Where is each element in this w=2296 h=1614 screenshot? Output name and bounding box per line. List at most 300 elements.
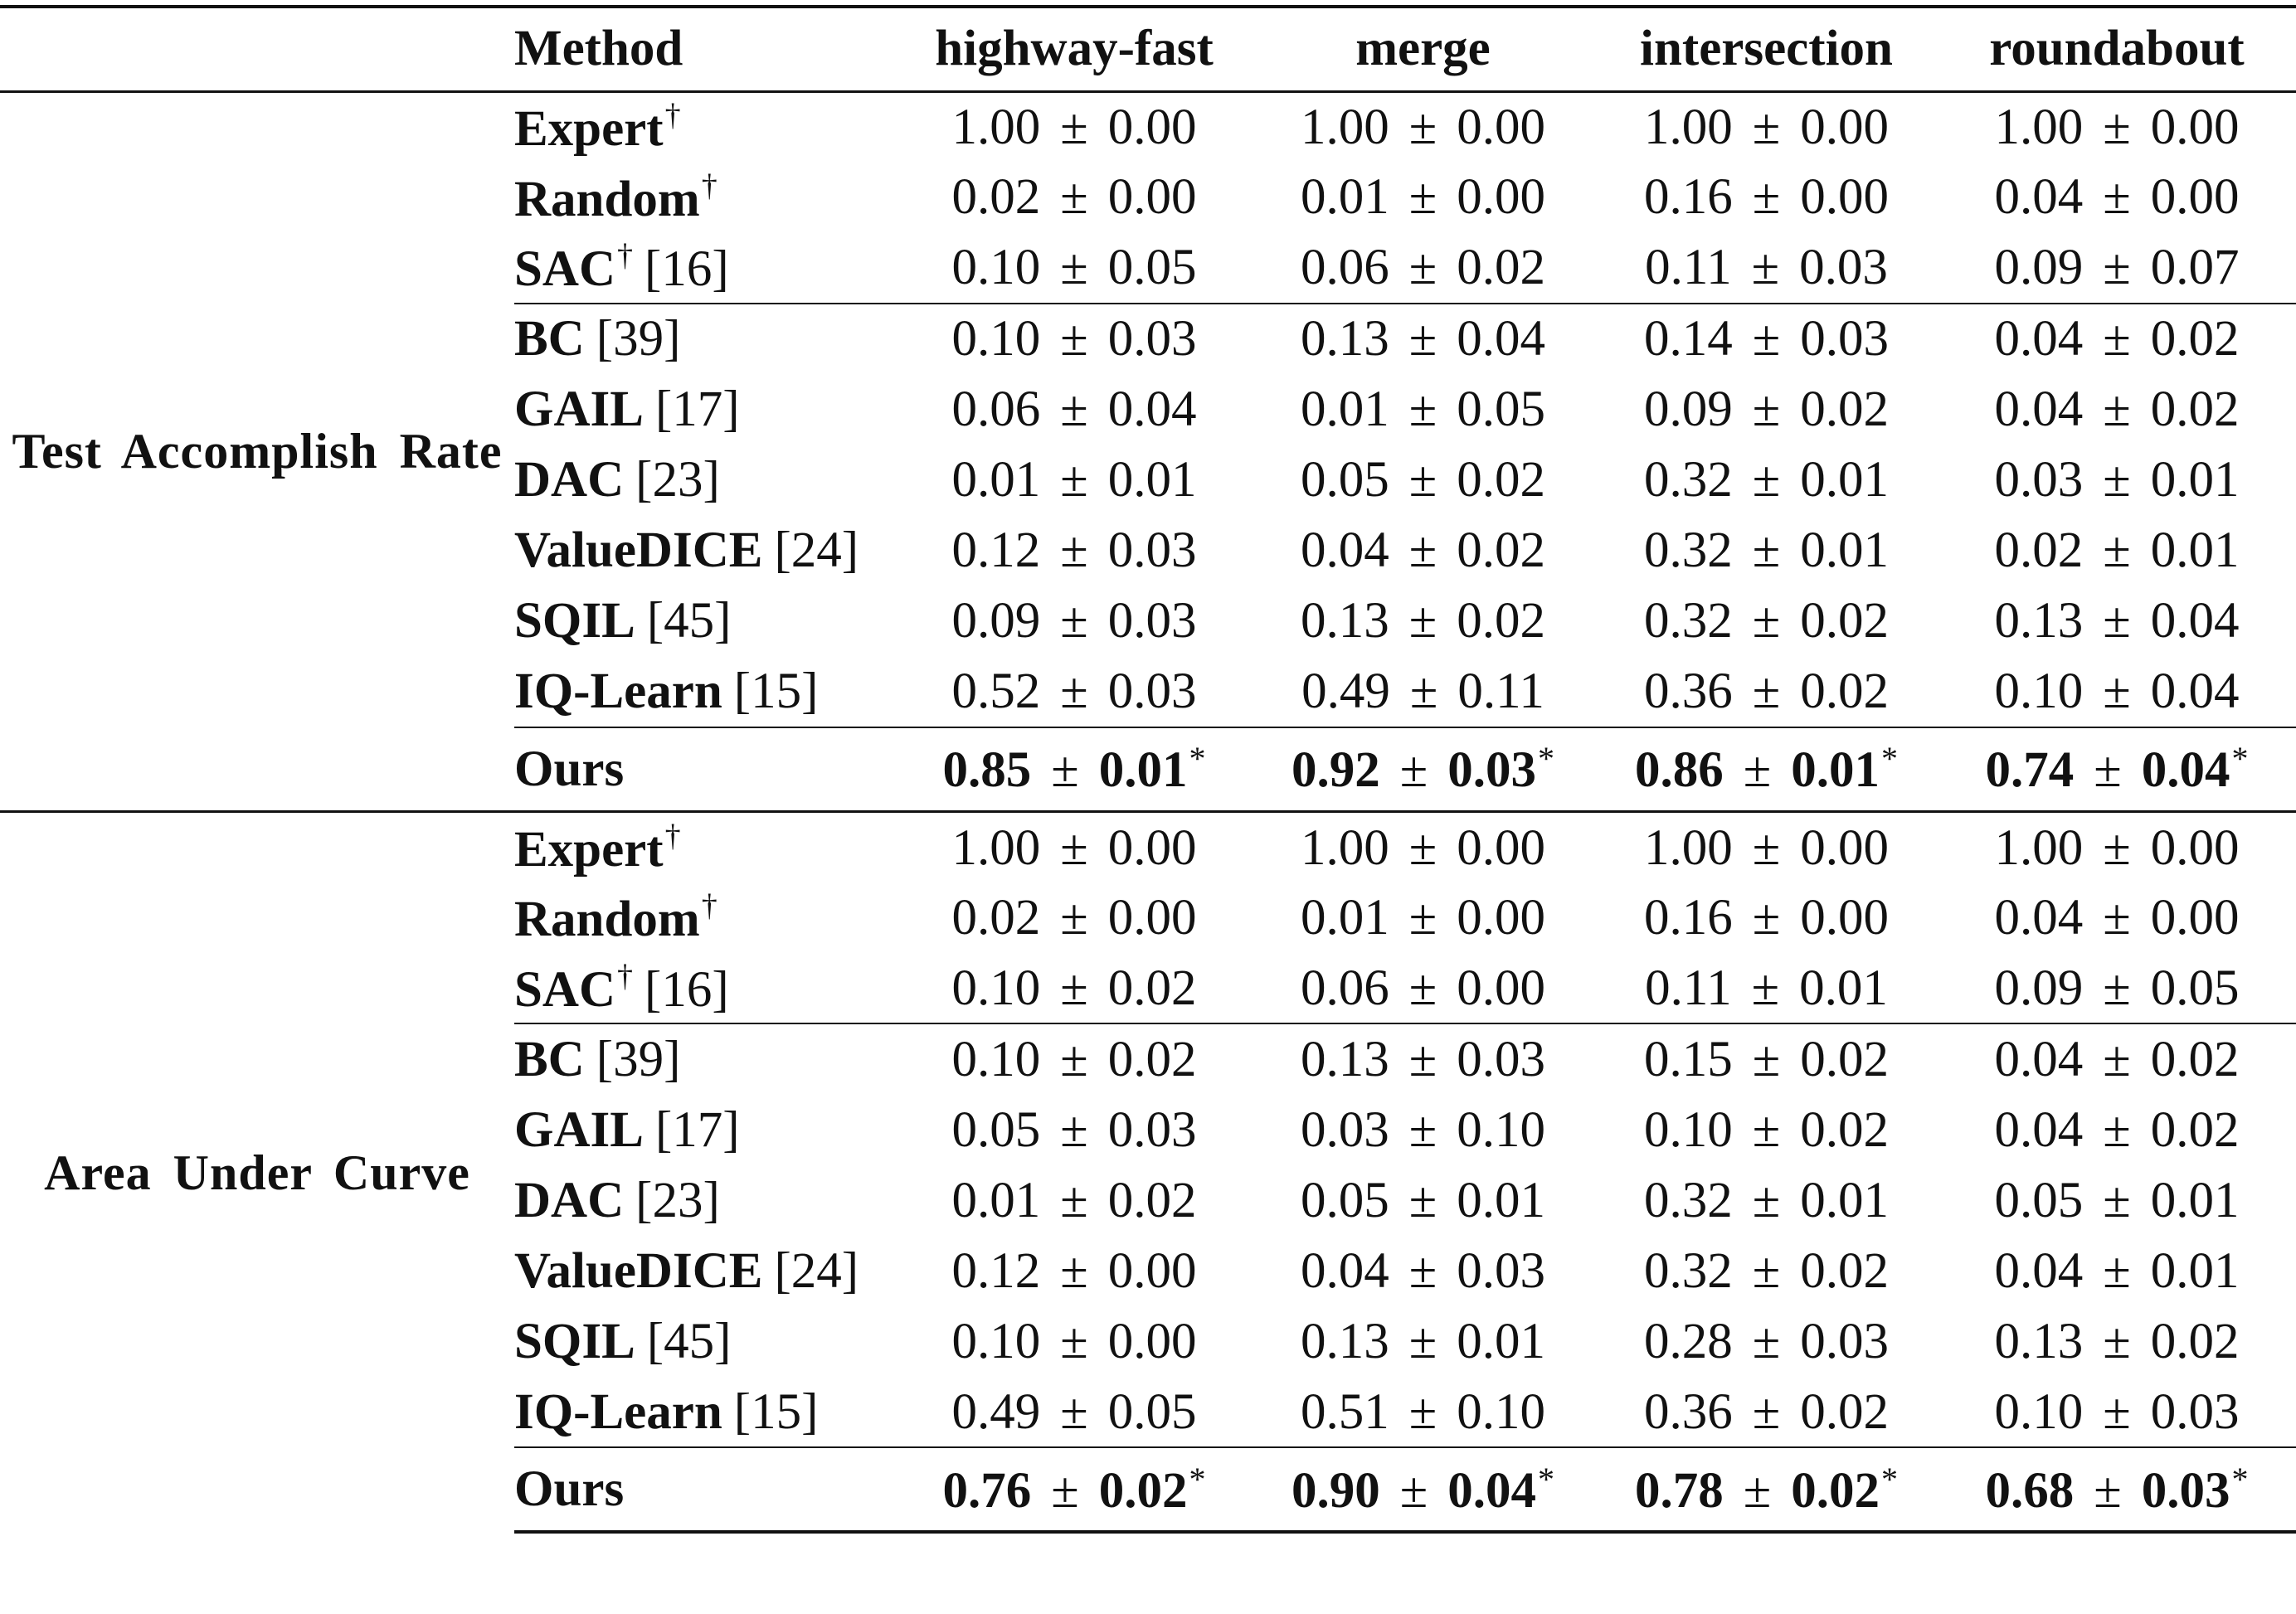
std-value: 0.01 xyxy=(1800,452,1889,508)
std-value: 0.02 xyxy=(1107,1031,1197,1087)
mean-value: 0.09 xyxy=(1994,239,2084,295)
plus-minus: ± xyxy=(1752,593,1781,649)
mean-value: 1.00 xyxy=(1994,819,2084,876)
value-cell-roundabout xyxy=(1938,812,2296,882)
plus-minus: ± xyxy=(1408,1031,1437,1087)
plus-minus: ± xyxy=(1060,960,1088,1016)
plus-minus: ± xyxy=(1060,819,1088,876)
table-row xyxy=(0,91,2296,162)
citation: [39] xyxy=(596,311,681,367)
plus-minus: ± xyxy=(1752,311,1781,367)
mean-value: 1.00 xyxy=(1301,99,1389,155)
value-cell-highway-fast xyxy=(897,374,1251,445)
std-value: 0.00 xyxy=(1800,169,1889,226)
value-cell-roundabout xyxy=(1938,1165,2296,1236)
std-value: 0.03 xyxy=(1800,311,1889,367)
mean-value: 0.10 xyxy=(1644,1101,1733,1158)
plus-minus: ± xyxy=(1743,1462,1772,1519)
mean-value: 0.36 xyxy=(1644,664,1733,720)
mean-value: 0.04 xyxy=(1994,1242,2084,1299)
method-cell xyxy=(514,812,897,882)
value-cell-intersection xyxy=(1595,1306,1938,1377)
std-value: 0.03 xyxy=(2150,1383,2240,1440)
value-cell-roundabout xyxy=(1938,953,2296,1023)
std-value: 0.03 xyxy=(1107,311,1197,367)
mean-value: 0.05 xyxy=(951,1101,1041,1158)
value-cell-roundabout xyxy=(1938,1306,2296,1377)
value-cell-intersection xyxy=(1595,727,1938,812)
plus-minus: ± xyxy=(1408,889,1437,946)
header-empty xyxy=(0,7,514,91)
significance-star: * xyxy=(1189,740,1206,778)
method-name: BC xyxy=(514,311,585,367)
mean-value: 0.16 xyxy=(1644,889,1733,946)
plus-minus: ± xyxy=(1060,239,1088,295)
value-cell-highway-fast xyxy=(897,304,1251,374)
value-cell-highway-fast xyxy=(897,232,1251,303)
citation: [39] xyxy=(596,1031,681,1087)
plus-minus: ± xyxy=(1060,1314,1088,1370)
citation: [16] xyxy=(645,962,729,1018)
citation: [15] xyxy=(733,1383,819,1440)
mean-value: 0.11 xyxy=(1645,239,1732,295)
std-value: 0.00 xyxy=(1800,889,1889,946)
plus-minus: ± xyxy=(2094,1462,2122,1519)
dagger-mark: † xyxy=(701,888,718,924)
mean-value: 0.01 xyxy=(1301,169,1389,226)
std-value: 0.05 xyxy=(1457,381,1545,437)
mean-value: 1.00 xyxy=(1644,819,1733,876)
method-name: SAC xyxy=(514,241,616,298)
plus-minus: ± xyxy=(1408,1383,1437,1440)
mean-value: 0.06 xyxy=(1301,239,1389,295)
method-name: DAC xyxy=(514,452,625,508)
method-cell xyxy=(514,1236,897,1306)
mean-value: 0.16 xyxy=(1644,169,1733,226)
plus-minus: ± xyxy=(1408,819,1437,876)
std-value: 0.00 xyxy=(1107,889,1197,946)
value-cell-merge xyxy=(1251,91,1595,162)
plus-minus: ± xyxy=(1408,381,1437,437)
value-cell-merge xyxy=(1251,1377,1595,1447)
mean-value: 0.76 xyxy=(942,1462,1032,1519)
mean-value: 0.04 xyxy=(1301,523,1389,579)
value-cell-intersection xyxy=(1595,953,1938,1023)
citation: [45] xyxy=(646,1314,732,1370)
plus-minus: ± xyxy=(2103,523,2131,579)
plus-minus: ± xyxy=(1408,523,1437,579)
std-value: 0.04 xyxy=(2150,664,2240,720)
mean-value: 0.09 xyxy=(1994,960,2084,1016)
citation: [45] xyxy=(646,593,732,649)
value-cell-merge xyxy=(1251,1236,1595,1306)
significance-star: * xyxy=(1880,740,1898,778)
value-cell-highway-fast xyxy=(897,953,1251,1023)
mean-value: 0.02 xyxy=(951,169,1041,226)
value-cell-highway-fast xyxy=(897,586,1251,656)
method-cell xyxy=(514,1306,897,1377)
header-highway-fast: highway-fast xyxy=(897,7,1251,91)
value-cell-roundabout xyxy=(1938,515,2296,586)
std-value: 0.02 xyxy=(2150,1314,2240,1370)
value-cell-roundabout xyxy=(1938,445,2296,515)
mean-value: 0.10 xyxy=(951,311,1041,367)
mean-value: 0.51 xyxy=(1301,1383,1389,1440)
citation: [23] xyxy=(635,1172,720,1228)
citation: [16] xyxy=(645,241,729,298)
value-cell-highway-fast xyxy=(897,162,1251,232)
value-cell-intersection xyxy=(1595,162,1938,232)
plus-minus: ± xyxy=(1409,664,1438,720)
value-cell-merge xyxy=(1251,1306,1595,1377)
mean-value: 0.85 xyxy=(942,742,1032,799)
significance-star: * xyxy=(2231,1460,2249,1498)
value-cell-merge xyxy=(1251,586,1595,656)
mean-value: 0.10 xyxy=(951,239,1041,295)
std-value: 0.03 xyxy=(1800,1314,1889,1370)
plus-minus: ± xyxy=(1060,593,1088,649)
mean-value: 0.04 xyxy=(1994,889,2084,946)
value-cell-intersection xyxy=(1595,882,1938,953)
method-cell xyxy=(514,1447,897,1532)
method-cell xyxy=(514,374,897,445)
plus-minus: ± xyxy=(1051,742,1079,799)
value-cell-merge xyxy=(1251,445,1595,515)
std-value: 0.01 xyxy=(2150,1172,2240,1228)
mean-value: 0.09 xyxy=(1644,381,1733,437)
value-cell-intersection xyxy=(1595,1165,1938,1236)
dagger-mark: † xyxy=(617,238,634,274)
method-name: SQIL xyxy=(514,593,635,649)
value-cell-highway-fast xyxy=(897,445,1251,515)
method-name: SAC xyxy=(514,962,616,1018)
method-name: GAIL xyxy=(514,381,644,437)
mean-value: 0.32 xyxy=(1644,1172,1733,1228)
plus-minus: ± xyxy=(1408,99,1437,155)
std-value: 0.03 xyxy=(1799,239,1888,295)
std-value: 0.00 xyxy=(1457,99,1545,155)
value-cell-merge xyxy=(1251,1447,1595,1532)
dagger-mark: † xyxy=(664,819,681,854)
value-cell-roundabout xyxy=(1938,882,2296,953)
std-value: 0.00 xyxy=(2150,819,2240,876)
plus-minus: ± xyxy=(1752,1031,1781,1087)
mean-value: 0.04 xyxy=(1301,1242,1389,1299)
std-value: 0.02 xyxy=(1800,1383,1889,1440)
std-value: 0.02 xyxy=(2150,1031,2240,1087)
value-cell-intersection xyxy=(1595,1094,1938,1164)
std-value: 0.02 xyxy=(1457,523,1545,579)
value-cell-roundabout xyxy=(1938,727,2296,812)
mean-value: 0.32 xyxy=(1644,452,1733,508)
plus-minus: ± xyxy=(2103,169,2131,226)
std-value: 0.03 xyxy=(1447,742,1536,799)
std-value: 0.01 xyxy=(2150,523,2240,579)
plus-minus: ± xyxy=(1752,1314,1781,1370)
std-value: 0.00 xyxy=(1107,169,1197,226)
plus-minus: ± xyxy=(1752,1242,1781,1299)
std-value: 0.00 xyxy=(1107,99,1197,155)
std-value: 0.00 xyxy=(1457,819,1545,876)
method-name: Random xyxy=(514,171,700,227)
plus-minus: ± xyxy=(1060,452,1088,508)
mean-value: 1.00 xyxy=(1301,819,1389,876)
std-value: 0.00 xyxy=(2150,169,2240,226)
plus-minus: ± xyxy=(1060,1172,1088,1228)
mean-value: 0.06 xyxy=(951,381,1041,437)
citation: [15] xyxy=(733,664,819,720)
std-value: 0.03 xyxy=(1107,1101,1197,1158)
plus-minus: ± xyxy=(1752,169,1781,226)
value-cell-roundabout xyxy=(1938,657,2296,727)
std-value: 0.01 xyxy=(1457,1314,1545,1370)
std-value: 0.03 xyxy=(1457,1031,1545,1087)
mean-value: 0.10 xyxy=(951,960,1041,1016)
method-cell xyxy=(514,162,897,232)
value-cell-intersection xyxy=(1595,586,1938,656)
plus-minus: ± xyxy=(1752,664,1781,720)
value-cell-highway-fast xyxy=(897,657,1251,727)
method-cell xyxy=(514,657,897,727)
std-value: 0.02 xyxy=(1800,1101,1889,1158)
value-cell-merge xyxy=(1251,374,1595,445)
plus-minus: ± xyxy=(2103,664,2131,720)
method-cell xyxy=(514,91,897,162)
mean-value: 0.01 xyxy=(1301,889,1389,946)
method-cell xyxy=(514,1377,897,1447)
std-value: 0.00 xyxy=(1457,889,1545,946)
std-value: 0.00 xyxy=(1107,1314,1197,1370)
plus-minus: ± xyxy=(1743,742,1772,799)
std-value: 0.10 xyxy=(1457,1383,1545,1440)
std-value: 0.11 xyxy=(1457,664,1544,720)
std-value: 0.04 xyxy=(2150,593,2240,649)
plus-minus: ± xyxy=(1060,1031,1088,1087)
method-name: SQIL xyxy=(514,1314,635,1370)
value-cell-highway-fast xyxy=(897,91,1251,162)
mean-value: 0.10 xyxy=(1994,1383,2084,1440)
mean-value: 0.13 xyxy=(1301,311,1389,367)
std-value: 0.00 xyxy=(1107,1242,1197,1299)
group-label: Area Under Curve xyxy=(0,812,514,1533)
method-name: Expert xyxy=(514,822,664,878)
significance-star: * xyxy=(2231,740,2249,778)
std-value: 0.01 xyxy=(2150,1242,2240,1299)
value-cell-merge xyxy=(1251,882,1595,953)
std-value: 0.02 xyxy=(2150,1101,2240,1158)
value-cell-roundabout xyxy=(1938,91,2296,162)
header-merge: merge xyxy=(1251,7,1595,91)
plus-minus: ± xyxy=(2094,742,2122,799)
std-value: 0.01 xyxy=(1457,1172,1545,1228)
value-cell-roundabout xyxy=(1938,1094,2296,1164)
value-cell-intersection xyxy=(1595,1023,1938,1094)
std-value: 0.02 xyxy=(1457,452,1545,508)
plus-minus: ± xyxy=(1408,1242,1437,1299)
plus-minus: ± xyxy=(1752,523,1781,579)
mean-value: 0.36 xyxy=(1644,1383,1733,1440)
method-cell xyxy=(514,727,897,812)
method-cell xyxy=(514,304,897,374)
plus-minus: ± xyxy=(1408,1314,1437,1370)
mean-value: 0.74 xyxy=(1985,742,2075,799)
mean-value: 1.00 xyxy=(1994,99,2084,155)
significance-star: * xyxy=(1880,1460,1898,1498)
plus-minus: ± xyxy=(1399,742,1428,799)
plus-minus: ± xyxy=(1060,169,1088,226)
plus-minus: ± xyxy=(1752,452,1781,508)
mean-value: 0.11 xyxy=(1645,960,1732,1016)
std-value: 0.00 xyxy=(1800,99,1889,155)
plus-minus: ± xyxy=(1051,1462,1079,1519)
value-cell-intersection xyxy=(1595,1377,1938,1447)
plus-minus: ± xyxy=(2103,239,2131,295)
std-value: 0.01 xyxy=(1107,452,1197,508)
std-value: 0.05 xyxy=(2150,960,2240,1016)
plus-minus: ± xyxy=(2103,381,2131,437)
mean-value: 0.06 xyxy=(1301,960,1389,1016)
plus-minus: ± xyxy=(1408,1172,1437,1228)
value-cell-intersection xyxy=(1595,232,1938,303)
mean-value: 0.01 xyxy=(951,1172,1041,1228)
method-name: GAIL xyxy=(514,1101,644,1158)
mean-value: 0.13 xyxy=(1994,593,2084,649)
value-cell-merge xyxy=(1251,1094,1595,1164)
plus-minus: ± xyxy=(2103,1314,2131,1370)
plus-minus: ± xyxy=(1408,960,1437,1016)
std-value: 0.03 xyxy=(2141,1462,2230,1519)
table-body xyxy=(0,91,2296,1532)
significance-star: * xyxy=(1537,740,1554,778)
mean-value: 0.13 xyxy=(1301,1031,1389,1087)
method-cell xyxy=(514,515,897,586)
value-cell-roundabout xyxy=(1938,1023,2296,1094)
value-cell-roundabout xyxy=(1938,232,2296,303)
std-value: 0.03 xyxy=(1107,664,1197,720)
value-cell-merge xyxy=(1251,1165,1595,1236)
std-value: 0.02 xyxy=(1800,1242,1889,1299)
group-label: Test Accomplish Rate xyxy=(12,424,503,479)
std-value: 0.01 xyxy=(1799,960,1888,1016)
header-method: Method xyxy=(514,7,897,91)
mean-value: 0.28 xyxy=(1644,1314,1733,1370)
mean-value: 0.12 xyxy=(951,1242,1041,1299)
mean-value: 0.12 xyxy=(951,523,1041,579)
mean-value: 0.10 xyxy=(951,1031,1041,1087)
dagger-mark: † xyxy=(617,959,634,994)
std-value: 0.02 xyxy=(2150,311,2240,367)
plus-minus: ± xyxy=(2103,960,2131,1016)
mean-value: 0.09 xyxy=(951,593,1041,649)
std-value: 0.03 xyxy=(1107,523,1197,579)
plus-minus: ± xyxy=(1752,889,1781,946)
value-cell-highway-fast xyxy=(897,1306,1251,1377)
value-cell-roundabout xyxy=(1938,162,2296,232)
mean-value: 1.00 xyxy=(951,99,1041,155)
value-cell-intersection xyxy=(1595,91,1938,162)
method-cell xyxy=(514,586,897,656)
mean-value: 0.01 xyxy=(1301,381,1389,437)
std-value: 0.01 xyxy=(1098,742,1188,799)
mean-value: 0.15 xyxy=(1644,1031,1733,1087)
mean-value: 1.00 xyxy=(951,819,1041,876)
value-cell-roundabout xyxy=(1938,586,2296,656)
plus-minus: ± xyxy=(1399,1462,1428,1519)
mean-value: 0.04 xyxy=(1994,381,2084,437)
std-value: 0.00 xyxy=(2150,99,2240,155)
plus-minus: ± xyxy=(2103,99,2131,155)
plus-minus: ± xyxy=(1752,1172,1781,1228)
plus-minus: ± xyxy=(2103,452,2131,508)
value-cell-highway-fast xyxy=(897,727,1251,812)
results-table xyxy=(0,7,2296,1534)
mean-value: 0.49 xyxy=(951,1383,1041,1440)
value-cell-intersection xyxy=(1595,374,1938,445)
dagger-mark: † xyxy=(701,168,718,203)
method-cell xyxy=(514,1023,897,1094)
plus-minus: ± xyxy=(1060,381,1088,437)
mean-value: 0.04 xyxy=(1994,169,2084,226)
plus-minus: ± xyxy=(1060,1101,1088,1158)
value-cell-intersection xyxy=(1595,304,1938,374)
plus-minus: ± xyxy=(1060,1383,1088,1440)
value-cell-intersection xyxy=(1595,1236,1938,1306)
mean-value: 0.10 xyxy=(1994,664,2084,720)
plus-minus: ± xyxy=(2103,1242,2131,1299)
mean-value: 0.13 xyxy=(1301,1314,1389,1370)
method-cell xyxy=(514,1094,897,1164)
mean-value: 0.02 xyxy=(1994,523,2084,579)
method-name: Ours xyxy=(514,1461,625,1518)
plus-minus: ± xyxy=(1751,239,1780,295)
std-value: 0.10 xyxy=(1457,1101,1545,1158)
mean-value: 0.01 xyxy=(951,452,1041,508)
value-cell-highway-fast xyxy=(897,1447,1251,1532)
table-row xyxy=(0,812,2296,882)
mean-value: 0.78 xyxy=(1635,1462,1724,1519)
method-cell xyxy=(514,445,897,515)
std-value: 0.03 xyxy=(1457,1242,1545,1299)
value-cell-roundabout xyxy=(1938,1447,2296,1532)
header-row xyxy=(0,7,2296,91)
std-value: 0.01 xyxy=(1791,742,1880,799)
value-cell-merge xyxy=(1251,162,1595,232)
plus-minus: ± xyxy=(1060,1242,1088,1299)
citation: [24] xyxy=(774,1242,859,1299)
mean-value: 0.49 xyxy=(1301,664,1390,720)
header-intersection: intersection xyxy=(1595,7,1938,91)
mean-value: 0.02 xyxy=(951,889,1041,946)
value-cell-merge xyxy=(1251,515,1595,586)
value-cell-merge xyxy=(1251,727,1595,812)
mean-value: 0.05 xyxy=(1301,452,1389,508)
value-cell-merge xyxy=(1251,1023,1595,1094)
mean-value: 0.13 xyxy=(1301,593,1389,649)
plus-minus: ± xyxy=(1060,664,1088,720)
value-cell-roundabout xyxy=(1938,1236,2296,1306)
significance-star: * xyxy=(1537,1460,1554,1498)
mean-value: 0.52 xyxy=(951,664,1041,720)
std-value: 0.00 xyxy=(1107,819,1197,876)
value-cell-merge xyxy=(1251,953,1595,1023)
value-cell-intersection xyxy=(1595,445,1938,515)
method-name: Random xyxy=(514,892,700,948)
value-cell-intersection xyxy=(1595,812,1938,882)
plus-minus: ± xyxy=(2103,889,2131,946)
significance-star: * xyxy=(1189,1460,1206,1498)
std-value: 0.01 xyxy=(1800,1172,1889,1228)
citation: [24] xyxy=(774,523,859,579)
